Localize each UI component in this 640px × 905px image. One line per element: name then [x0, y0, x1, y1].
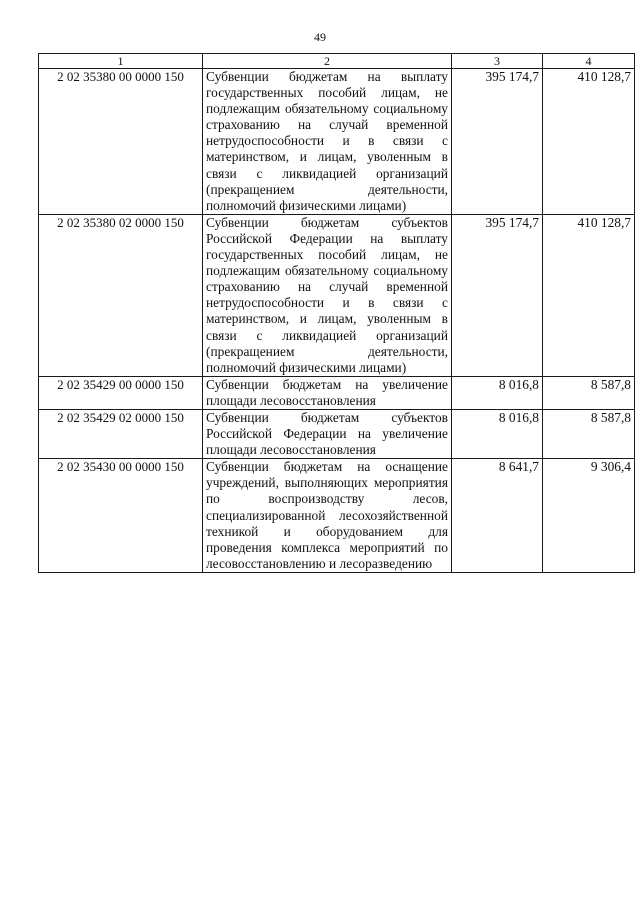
description-cell: Субвенции бюджетам на оснащение учреждений, выполняющих мероприятия по воспроизводству лесов, специализированной лесохозяйственной техникой и оборудованием для проведения комплекса мероприятий по лесовосстановлению и лесоразведению: [203, 459, 452, 573]
description-cell: Субвенции бюджетам на выплату государственных пособий лицам, не подлежащим обязательному социальному страхованию на случай временной нетрудоспособности и в связи с материнством, и лицам, уволенным в связи с ликвидацией организаций (прекращением деятельности, полномочий физическими лицами): [203, 69, 452, 215]
column-header-1: 1: [39, 54, 203, 69]
column-header-4: 4: [543, 54, 635, 69]
amount-col4-cell: 8 587,8: [543, 409, 635, 458]
budget-code-cell: 2 02 35380 02 0000 150: [39, 214, 203, 376]
table-row: [39, 214, 635, 376]
table-row: [39, 376, 635, 409]
table-row: [39, 459, 635, 573]
column-header-2: 2: [203, 54, 452, 69]
description-cell: Субвенции бюджетам субъектов Российской Федерации на увеличение площади лесовосстановления: [203, 409, 452, 458]
amount-col4-cell: 9 306,4: [543, 459, 635, 573]
header-row: [39, 54, 635, 69]
amount-col3-cell: 8 016,8: [452, 376, 543, 409]
table-row: [39, 409, 635, 458]
amount-col3-cell: 395 174,7: [452, 69, 543, 215]
budget-code-cell: 2 02 35430 00 0000 150: [39, 459, 203, 573]
budget-code-cell: 2 02 35380 00 0000 150: [39, 69, 203, 215]
description-cell: Субвенции бюджетам на увеличение площади лесовосстановления: [203, 376, 452, 409]
amount-col3-cell: 8 641,7: [452, 459, 543, 573]
amount-col4-cell: 8 587,8: [543, 376, 635, 409]
table-row: [39, 69, 635, 215]
amount-col3-cell: 8 016,8: [452, 409, 543, 458]
budget-code-cell: 2 02 35429 00 0000 150: [39, 376, 203, 409]
page-number: 49: [314, 30, 326, 44]
description-cell: Субвенции бюджетам субъектов Российской Федерации на выплату государственных пособий лицам, не подлежащим обязательному социальному страхованию на случай временной нетрудоспособности и в связи с материнством, и лицам, уволенным в связи с ликвидацией организаций (прекращением деятельности, полномочий физическими лицами): [203, 214, 452, 376]
budget-table: [38, 53, 635, 573]
budget-code-cell: 2 02 35429 02 0000 150: [39, 409, 203, 458]
amount-col4-cell: 410 128,7: [543, 69, 635, 215]
amount-col4-cell: 410 128,7: [543, 214, 635, 376]
column-header-3: 3: [452, 54, 543, 69]
amount-col3-cell: 395 174,7: [452, 214, 543, 376]
